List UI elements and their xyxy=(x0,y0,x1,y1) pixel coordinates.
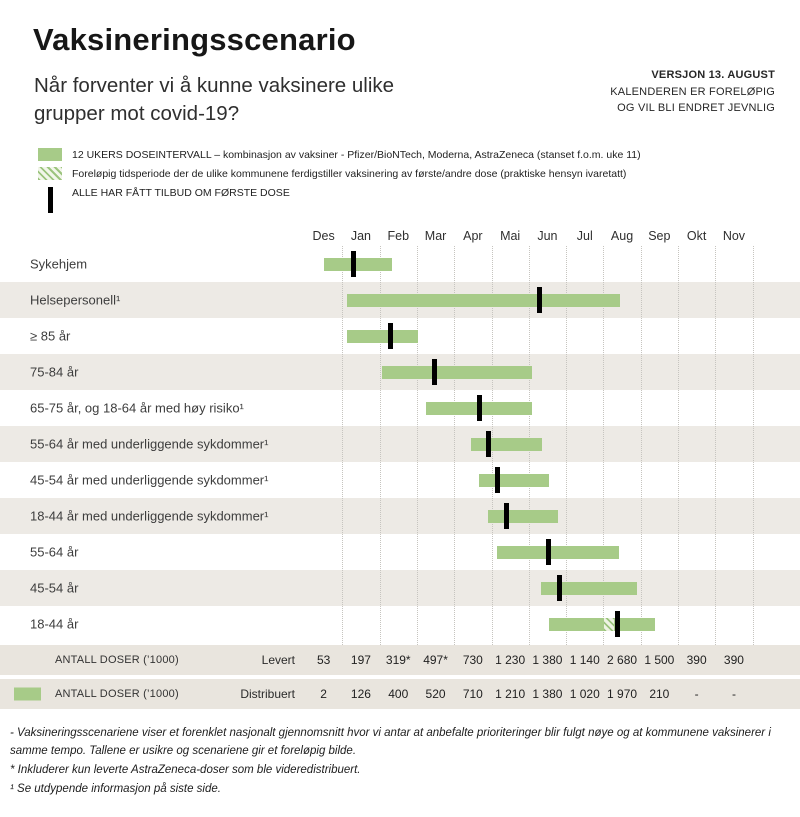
axis-month-label: Mai xyxy=(500,229,521,243)
doses-value: 1 230 xyxy=(495,653,526,667)
axis-month-label: Jun xyxy=(537,229,558,243)
axis-month-label: Okt xyxy=(686,229,707,243)
first-dose-offered-marker xyxy=(504,503,509,529)
distributed-doses-swatch-icon xyxy=(14,688,41,701)
vaccination-period-bar xyxy=(497,546,619,559)
doses-value: 1 140 xyxy=(569,653,600,667)
first-dose-offered-marker xyxy=(477,395,482,421)
doses-value: 319* xyxy=(385,653,411,667)
doses-value: 2 xyxy=(320,687,327,701)
first-dose-offered-marker xyxy=(351,251,356,277)
doses-value: 497* xyxy=(423,653,448,667)
axis-month-label: Apr xyxy=(463,229,483,243)
axis-month-label: Mar xyxy=(424,229,447,243)
doses-value: 390 xyxy=(723,653,744,667)
chart-row xyxy=(0,390,800,426)
first-dose-offered-marker xyxy=(432,359,437,385)
doses-flow-label: Levert xyxy=(261,653,295,667)
doses-value: 1 020 xyxy=(569,687,600,701)
row-label: 55-64 år med underliggende sykdommer¹ xyxy=(30,436,269,452)
row-label: ≥ 85 år xyxy=(30,328,71,344)
doses-table-row xyxy=(0,679,800,709)
chart-row xyxy=(0,498,800,534)
first-dose-offered-marker xyxy=(615,611,620,637)
legend-label: Foreløpig tidsperiode der de ulike kommunene ferdigstiller vaksinering av første/andre dose (praktiske hensyn ivaretatt) xyxy=(72,167,627,180)
row-label: 18-44 år xyxy=(30,616,79,632)
row-label: 55-64 år xyxy=(30,544,79,560)
chart-row xyxy=(0,606,800,642)
row-label: 45-54 år xyxy=(30,580,79,596)
chart-row xyxy=(0,426,800,462)
chart-row xyxy=(0,534,800,570)
doses-value: 2 680 xyxy=(607,653,638,667)
row-label: 65-75 år, og 18-64 år med høy risiko¹ xyxy=(30,400,244,416)
doses-value: 730 xyxy=(462,653,483,667)
vaccination-period-bar xyxy=(549,618,655,631)
chart-row xyxy=(0,246,800,282)
first-dose-offered-marker xyxy=(486,431,491,457)
municipal-completion-hatch xyxy=(604,618,614,631)
footnotes xyxy=(10,724,792,799)
month-gridline xyxy=(342,246,343,645)
month-gridline xyxy=(715,246,716,645)
vaccination-period-bar xyxy=(324,258,392,271)
axis-month-label: Sep xyxy=(648,229,671,243)
first-dose-offered-marker xyxy=(495,467,500,493)
doses-value: - xyxy=(731,687,736,701)
doses-table-row xyxy=(0,645,800,675)
doses-value: 197 xyxy=(350,653,371,667)
doses-value: 53 xyxy=(316,653,331,667)
first-dose-offered-marker xyxy=(557,575,562,601)
vaccination-period-bar xyxy=(347,294,620,307)
axis-month-label: Aug xyxy=(610,229,634,243)
version-disclaimer-line2: OG VIL BLI ENDRET JEVNLIG xyxy=(617,102,775,114)
vaccination-period-bar xyxy=(471,438,542,451)
legend-label: 12 UKERS DOSEINTERVALL – kombinasjon av vaksiner - Pfizer/BioNTech, Moderna, AstraZeneca (stanset f.o.m. uke 11) xyxy=(72,148,641,161)
first-dose-offered-marker xyxy=(546,539,551,565)
doses-value: - xyxy=(694,687,699,701)
vaccination-period-bar xyxy=(541,582,637,595)
page-title: Vaksineringsscenario xyxy=(33,22,356,57)
first-dose-offered-marker xyxy=(388,323,393,349)
legend-label: ALLE HAR FÅTT TILBUD OM FØRSTE DOSE xyxy=(72,186,290,199)
vaccination-period-bar xyxy=(382,366,532,379)
footnote: * Inkluderer kun leverte AstraZeneca-doser som ble videredistribuert. xyxy=(10,764,361,776)
doses-value: 400 xyxy=(388,687,409,701)
vaccination-period-bar xyxy=(488,510,558,523)
version-disclaimer-line1: KALENDEREN ER FORELØPIG xyxy=(610,85,775,98)
row-label: 75-84 år xyxy=(30,364,79,380)
row-label: 45-54 år med underliggende sykdommer¹ xyxy=(30,472,269,488)
chart-row xyxy=(0,462,800,498)
axis-month-label: Feb xyxy=(387,229,410,243)
chart-row xyxy=(0,570,800,606)
doses-table-label: ANTALL DOSER (’1000) xyxy=(55,688,179,700)
doses-value: 126 xyxy=(350,687,371,701)
doses-value: 520 xyxy=(425,687,446,701)
axis-month-label: Nov xyxy=(722,229,746,243)
doses-value: 210 xyxy=(649,687,670,701)
axis-month-label: Jul xyxy=(576,229,593,243)
month-gridline xyxy=(753,246,754,645)
axis-month-label: Des xyxy=(312,229,335,243)
page-subtitle: Når forventer vi å kunne vaksinere ulike grupper mot covid-19? xyxy=(34,74,395,125)
footnote: - Vaksineringsscenariene viser et forenklet nasjonalt gjennomsnitt hvor vi antar at anbefalte prioriteringer blir fulgt nøye og at kommunene vaksinerer i samme tempo. Tallene er usikre og scenariene gir et foreløpig bilde. xyxy=(10,727,771,757)
vaccination-period-bar xyxy=(347,330,418,343)
version-date: VERSJON 13. AUGUST xyxy=(651,69,775,81)
month-gridline xyxy=(641,246,642,645)
month-gridline xyxy=(678,246,679,645)
vaccination-period-bar xyxy=(479,474,549,487)
doses-value: 710 xyxy=(462,687,483,701)
doses-value: 1 210 xyxy=(495,687,526,701)
doses-table-label: ANTALL DOSER (’1000) xyxy=(55,654,179,666)
doses-flow-label: Distribuert xyxy=(240,687,295,701)
doses-value: 1 380 xyxy=(532,653,563,667)
row-label: 18-44 år med underliggende sykdommer¹ xyxy=(30,508,269,524)
doses-value: 390 xyxy=(686,653,707,667)
footnote: ¹ Se utdypende informasjon på siste side. xyxy=(10,783,221,795)
doses-value: 1 500 xyxy=(644,653,675,667)
doses-value: 1 970 xyxy=(607,687,638,701)
first-dose-offered-marker xyxy=(537,287,542,313)
axis-month-label: Jan xyxy=(350,229,372,243)
doses-value: 1 380 xyxy=(532,687,563,701)
row-label: Helsepersonell¹ xyxy=(30,292,121,308)
row-label: Sykehjem xyxy=(30,256,88,272)
